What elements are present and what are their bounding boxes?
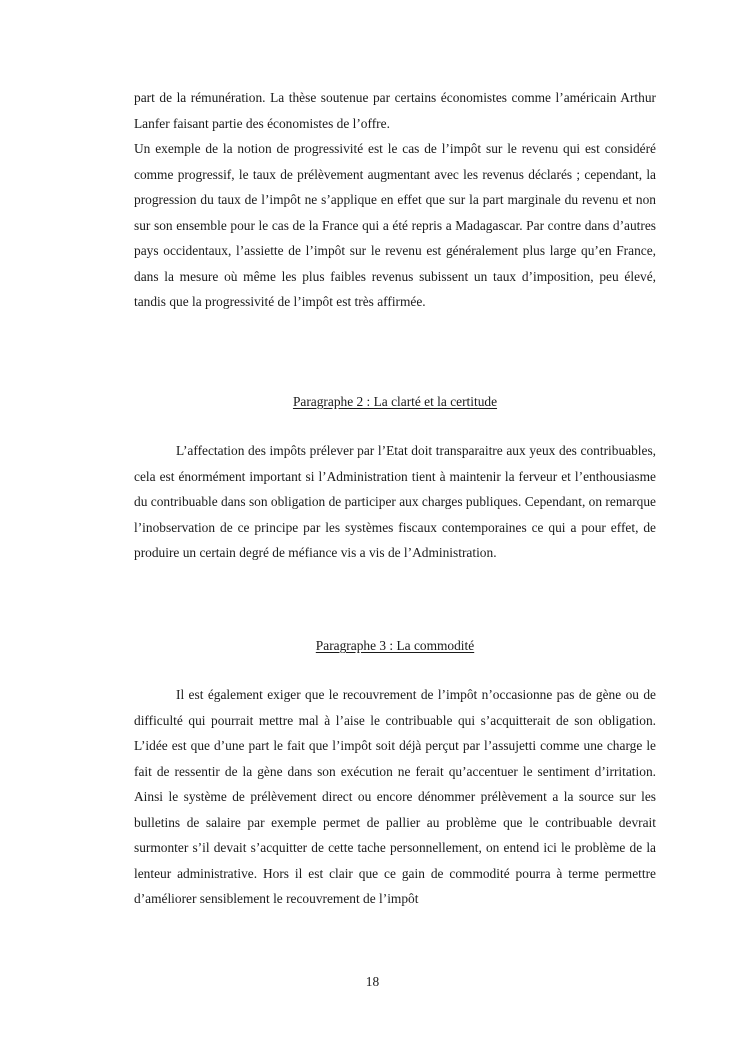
section-heading-commodity-text: Paragraphe 3 : La commodité	[315, 638, 475, 653]
section-heading-clarity-text: Paragraphe 2 : La clarté et la certitude	[292, 394, 498, 409]
paragraph-clarity: L’affectation des impôts prélever par l’Etat doit transparaitre aux yeux des contribuables, cela est énormément important si l’Administration tient à maintenir la ferveur et l’enthousiasme du contribuable dans son obligation de participer aux charges publiques. Cependant, on remarque l’inobservation de ce principe par les systèmes fiscaux contemporaines ce qui a pour effet, de produire un certain degré de méfiance vis a vis de l’Administration.	[134, 443, 656, 560]
top-text-block	[134, 85, 656, 315]
section-heading-commodity	[134, 636, 656, 656]
section-commodity-block	[134, 682, 656, 912]
section-heading-clarity	[134, 392, 656, 412]
page-number: 18	[365, 974, 380, 989]
paragraph-continuation: part de la rémunération. La thèse soutenue par certains économistes comme l’américain Arthur Lanfer faisant partie des économistes de l’offre.	[134, 90, 656, 131]
paragraph-progressivity: Un exemple de la notion de progressivité est le cas de l’impôt sur le revenu qui est considéré comme progressif, le taux de prélèvement augmentant avec les revenus déclarés ; cependant, la progression du taux de l’impôt ne s’applique en effet que sur la part marginale du revenu et non sur son ensemble pour le cas de la France qui a été repris a Madagascar. Par contre dans d’autres pays occidentaux, l’assiette de l’impôt sur le revenu est généralement plus large qu’en France, dans la mesure où même les plus faibles revenus subissent un taux d’imposition, peu élevé, tandis que la progressivité de l’impôt est très affirmée.	[134, 141, 656, 309]
paragraph-commodity: Il est également exiger que le recouvrement de l’impôt n’occasionne pas de gène ou de difficulté qui pourrait mettre mal à l’aise le contribuable qui s’acquitterait de son obligation. L’idée est que d’une part le fait que l’impôt soit déjà perçut par l’assujetti comme une charge le fait de ressentir de la gène dans son exécution ne ferait qu’accentuer le sentiment d’irritation. Ainsi le système de prélèvement direct ou encore dénommer prélèvement a la source sur les bulletins de salaire par exemple permet de pallier au problème que le contribuable devrait surmonter s’il devait s’acquitter de cette tache personnellement, on entend ici le problème de la lenteur administrative. Hors il est clair que ce gain de commodité pourra à terme permettre d’améliorer sensiblement le recouvrement de l’impôt	[134, 687, 656, 906]
section-clarity-block	[134, 438, 656, 566]
